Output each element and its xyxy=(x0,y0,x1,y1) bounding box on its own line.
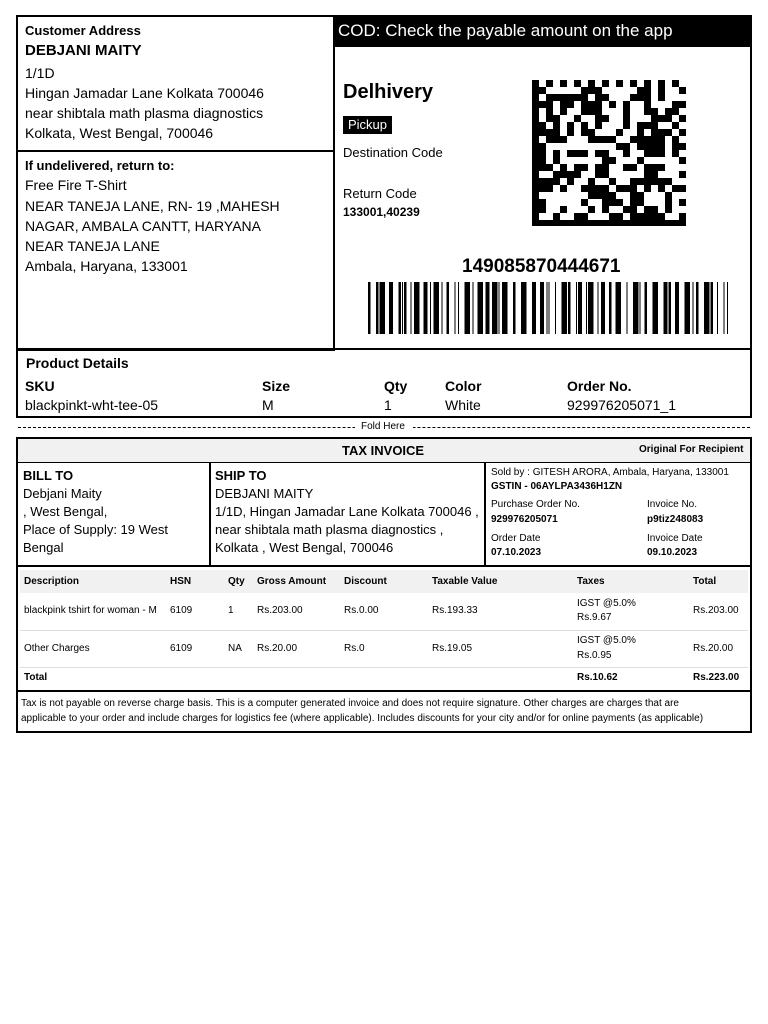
pickup-badge xyxy=(343,116,392,134)
return-address-line: NEAR TANEJA LANE xyxy=(25,238,160,254)
fold-label: Fold Here xyxy=(361,421,405,432)
product-sku: blackpinkt-wht-tee-05 xyxy=(25,397,159,413)
item-tax-amount: Rs.9.67 xyxy=(577,612,612,623)
ship-to-line: 1/1D, Hingan Jamadar Lane Kolkata 700046 , xyxy=(215,504,479,519)
item-gross: Rs.203.00 xyxy=(257,605,303,616)
bill-to-line: , West Bengal, xyxy=(23,504,108,519)
ship-to-heading: SHIP TO xyxy=(215,468,267,483)
total-label: Total xyxy=(24,672,48,683)
datamatrix-code xyxy=(532,80,686,226)
total-tax: Rs.10.62 xyxy=(577,672,618,683)
bill-to-line: Place of Supply: 19 West xyxy=(23,522,169,537)
customer-address-line: Hingan Jamadar Lane Kolkata 700046 xyxy=(25,85,264,101)
return-address-line: NAGAR, AMBALA CANTT, HARYANA xyxy=(25,218,261,234)
item-tax-amount: Rs.0.95 xyxy=(577,650,612,661)
item-description: Other Charges xyxy=(24,643,90,654)
item-hsn: 6109 xyxy=(170,643,193,654)
row-divider xyxy=(20,667,748,668)
address-divider xyxy=(16,150,335,152)
bill-to-heading: BILL TO xyxy=(23,468,74,483)
pickup-badge-text: Pickup xyxy=(348,117,388,132)
ship-to-line: DEBJANI MAITY xyxy=(215,486,314,501)
col-header-taxable: Taxable Value xyxy=(432,576,498,587)
invoice-title: TAX INVOICE xyxy=(342,443,425,458)
ship-to-line: Kolkata , West Bengal, 700046 xyxy=(215,540,394,555)
return-address-line: Ambala, Haryana, 133001 xyxy=(25,258,188,274)
cod-banner xyxy=(333,15,752,47)
invoice-copy-label: Original For Recipient xyxy=(639,444,744,455)
item-description: blackpink tshirt for woman - M xyxy=(24,605,157,616)
customer-address-line: 1/1D xyxy=(25,65,55,81)
courier-name: Delhivery xyxy=(343,81,434,103)
col-header-gross: Gross Amount xyxy=(257,576,327,587)
product-color: White xyxy=(445,397,481,413)
item-total: Rs.203.00 xyxy=(693,605,739,616)
invoice-footer-note: Tax is not payable on reverse charge basis. This is a computer generated invoice and does not require signature. Other charges are charges that are xyxy=(21,698,679,709)
customer-address-line: Kolkata, West Bengal, 700046 xyxy=(25,125,214,141)
product-header-size: Size xyxy=(262,378,291,394)
customer-address-heading: Customer Address xyxy=(25,23,141,38)
invoice-no: p9tiz248083 xyxy=(647,514,704,525)
col-header-total: Total xyxy=(693,576,717,587)
seller-gstin: GSTIN - 06AYLPA3436H1ZN xyxy=(491,481,623,492)
item-tax-rate: IGST @5.0% xyxy=(577,635,636,646)
item-discount: Rs.0.00 xyxy=(344,605,379,616)
item-tax-rate: IGST @5.0% xyxy=(577,598,636,609)
return-code-label: Return Code xyxy=(343,186,417,201)
customer-name: DEBJANI MAITY xyxy=(25,42,142,59)
item-taxable: Rs.19.05 xyxy=(432,643,473,654)
item-gross: Rs.20.00 xyxy=(257,643,298,654)
item-total: Rs.20.00 xyxy=(693,643,734,654)
sold-by: Sold by : GITESH ARORA, Ambala, Haryana, 133001 xyxy=(491,467,729,478)
product-size: M xyxy=(262,397,274,413)
col-header-discount: Discount xyxy=(344,576,387,587)
bill-to-line: Bengal xyxy=(23,540,64,555)
total-amount: Rs.223.00 xyxy=(693,672,740,683)
product-qty: 1 xyxy=(384,397,392,413)
bill-to-line: Debjani Maity xyxy=(23,486,102,501)
order-date: 07.10.2023 xyxy=(491,547,542,558)
col-header-qty: Qty xyxy=(228,576,245,587)
return-address-line: NEAR TANEJA LANE, RN- 19 ,MAHESH xyxy=(25,198,280,214)
product-details-heading: Product Details xyxy=(26,355,129,371)
item-taxable: Rs.193.33 xyxy=(432,605,478,616)
col-header-description: Description xyxy=(24,576,80,587)
return-address-heading: If undelivered, return to: xyxy=(25,158,175,173)
invoice-date-label: Invoice Date xyxy=(647,533,703,544)
col-header-taxes: Taxes xyxy=(577,576,605,587)
item-discount: Rs.0 xyxy=(344,643,365,654)
cod-banner-text: COD: Check the payable amount on the app xyxy=(338,21,673,40)
purchase-order-no: 929976205071 xyxy=(491,514,558,525)
item-hsn: 6109 xyxy=(170,605,193,616)
item-qty: 1 xyxy=(228,605,234,616)
return-code-value: 133001,40239 xyxy=(343,205,420,219)
destination-code-label: Destination Code xyxy=(343,145,443,160)
purchase-order-label: Purchase Order No. xyxy=(491,499,580,510)
return-address-line: Free Fire T-Shirt xyxy=(25,177,127,193)
invoice-footer-note: applicable to your order and include charges for logistics fee (where applicable). Includes discounts for your city and/or for online payments (as applicable) xyxy=(21,713,704,724)
ship-to-line: near shibtala math plasma diagnostics , xyxy=(215,522,444,537)
awb-number: 149085870444671 xyxy=(462,256,621,277)
product-header-order: Order No. xyxy=(567,378,632,394)
invoice-date: 09.10.2023 xyxy=(647,547,698,558)
item-qty: NA xyxy=(228,643,242,654)
product-header-qty: Qty xyxy=(384,378,408,394)
invoice-no-label: Invoice No. xyxy=(647,499,698,510)
product-header-sku: SKU xyxy=(25,378,55,394)
col-header-hsn: HSN xyxy=(170,576,192,587)
awb-barcode xyxy=(368,282,730,334)
product-header-color: Color xyxy=(445,378,482,394)
product-order-no: 929976205071_1 xyxy=(567,397,677,413)
order-date-label: Order Date xyxy=(491,533,541,544)
customer-address-line: near shibtala math plasma diagnostics xyxy=(25,105,264,121)
row-divider xyxy=(20,630,748,631)
